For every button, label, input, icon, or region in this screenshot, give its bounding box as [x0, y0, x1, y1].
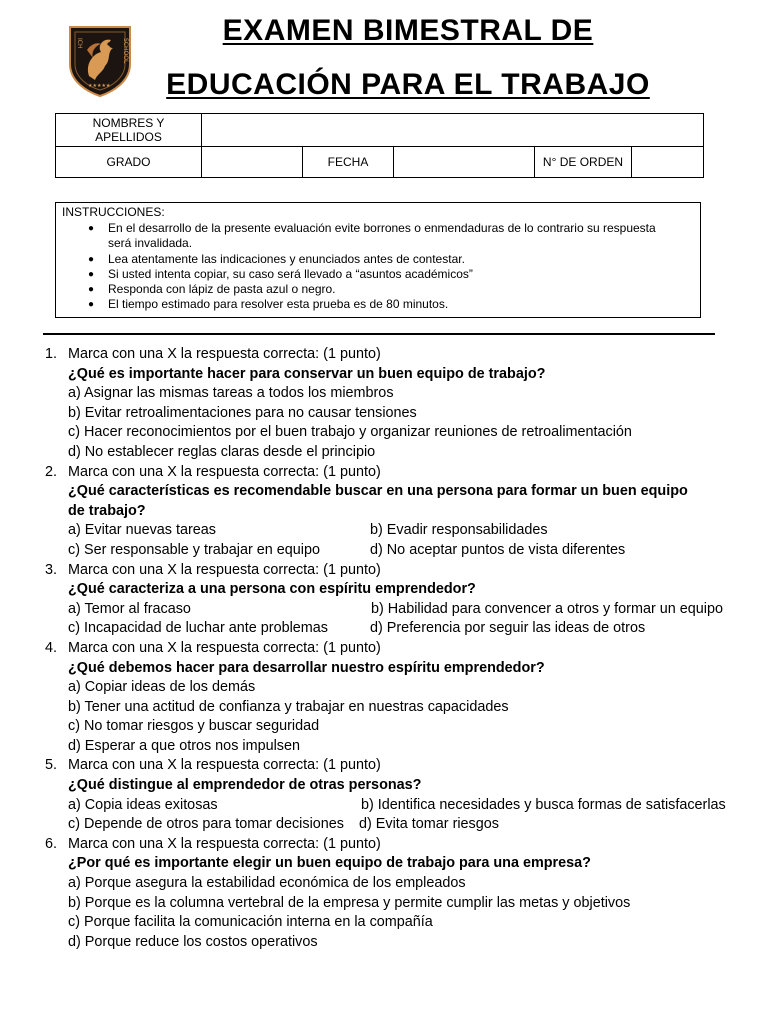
instructions-box [55, 202, 701, 318]
question-number: 5. [45, 757, 58, 774]
svg-text:★★★★★: ★★★★★ [88, 83, 111, 89]
option-d[interactable]: d) Porque reduce los costos operativos [68, 933, 318, 950]
question-4 [45, 639, 745, 757]
question-text: ¿Qué es importante hacer para conservar un buen equipo de trabajo? [68, 365, 546, 382]
question-number: 4. [45, 639, 58, 656]
option-c[interactable]: c) Incapacidad de luchar ante problemas [68, 620, 328, 637]
names-label: NOMBRES Y APELLIDOS [56, 114, 202, 147]
instruction-item: ● Si usted intenta copiar, su caso será llevado a “asuntos académicos” [88, 266, 473, 281]
option-d[interactable]: d) Preferencia por seguir las ideas de otros [370, 620, 646, 637]
question-instruction: Marca con una X la respuesta correcta: (1 punto) [68, 639, 381, 656]
instruction-item: ● Lea atentamente las indicaciones y enunciados antes de contestar. [88, 251, 465, 266]
names-field[interactable] [202, 114, 704, 147]
instruction-item: ● Responda con lápiz de pasta azul o negro. [88, 282, 336, 297]
option-c[interactable]: c) Depende de otros para tomar decisiones [68, 816, 344, 833]
question-text: ¿Qué distingue al emprendedor de otras personas? [68, 777, 422, 794]
order-field[interactable] [632, 147, 704, 178]
question-text: ¿Por qué es importante elegir un buen equipo de trabajo para una empresa? [68, 855, 591, 872]
option-a[interactable]: a) Copia ideas exitosas [68, 796, 218, 813]
option-d[interactable]: d) No aceptar puntos de vista diferentes [370, 541, 626, 558]
option-c[interactable]: c) Porque facilita la comunicación interna en la compañía [68, 914, 433, 931]
order-label: N° DE ORDEN [535, 147, 632, 178]
option-b[interactable]: b) Evadir responsabilidades [370, 522, 548, 539]
grade-field[interactable] [202, 147, 303, 178]
question-text: ¿Qué caracteriza a una persona con espíritu emprendedor? [68, 581, 476, 598]
question-instruction: Marca con una X la respuesta correcta: (1 punto) [68, 561, 381, 578]
option-b[interactable]: b) Habilidad para convencer a otros y formar un equipo [371, 600, 723, 617]
instructions-heading: INSTRUCCIONES: [62, 205, 165, 219]
option-c[interactable]: c) Ser responsable y trabajar en equipo [68, 541, 320, 558]
question-instruction: Marca con una X la respuesta correcta: (1 punto) [68, 757, 381, 774]
logo-school-text: SCHOOL [122, 38, 129, 64]
option-a[interactable]: a) Temor al fracaso [68, 600, 191, 617]
question-instruction: Marca con una X la respuesta correcta: (1 punto) [68, 835, 381, 852]
title-line-1: EXAMEN BIMESTRAL DE [222, 14, 594, 47]
question-6 [45, 835, 745, 953]
question-text: ¿Qué características es recomendable buscar en una persona para formar un buen equipo de trabajo? [68, 483, 688, 519]
date-label: FECHA [303, 147, 394, 178]
option-a[interactable]: a) Copiar ideas de los demás [68, 679, 256, 696]
instruction-item: ● En el desarrollo de la presente evaluación evite borrones o enmendaduras de lo contrario su respuesta será invalidada. [88, 221, 656, 251]
logo-ich-text: ICH [76, 38, 83, 49]
question-number: 1. [45, 346, 58, 362]
option-d[interactable]: d) No establecer reglas claras desde el principio [68, 443, 376, 460]
question-text: ¿Qué debemos hacer para desarrollar nuestro espíritu emprendedor? [68, 659, 545, 676]
option-b[interactable]: b) Identifica necesidades y busca formas de satisfacerlas [361, 796, 726, 813]
divider-line [43, 333, 715, 335]
instruction-item: ● El tiempo estimado para resolver esta prueba es de 80 minutos. [88, 297, 449, 312]
option-a[interactable]: a) Porque asegura la estabilidad económica de los empleados [68, 875, 466, 892]
option-a[interactable]: a) Asignar las mismas tareas a todos los miembros [68, 385, 394, 402]
option-c[interactable]: c) Hacer reconocimientos por el buen trabajo y organizar reuniones de retroalimentación [68, 424, 632, 441]
question-number: 6. [45, 835, 58, 852]
option-d[interactable]: d) Esperar a que otros nos impulsen [68, 737, 300, 754]
instructions-list [62, 221, 700, 313]
option-b[interactable]: b) Porque es la columna vertebral de la empresa y permite cumplir las metas y objetivos [68, 894, 631, 911]
option-b[interactable]: b) Evitar retroalimentaciones para no causar tensiones [68, 404, 417, 421]
option-d[interactable]: d) Evita tomar riesgos [359, 816, 499, 833]
student-info-table [55, 113, 704, 178]
question-instruction: Marca con una X la respuesta correcta: (1 punto) [68, 346, 381, 362]
question-3 [45, 561, 745, 639]
option-b[interactable]: b) Tener una actitud de confianza y trabajar en nuestras capacidades [68, 698, 509, 715]
question-number: 3. [45, 561, 58, 578]
question-1 [45, 345, 745, 463]
questions-section [45, 345, 745, 952]
date-field[interactable] [394, 147, 535, 178]
question-number: 2. [45, 463, 58, 480]
grade-label: GRADO [56, 147, 202, 178]
question-instruction: Marca con una X la respuesta correcta: (1 punto) [68, 463, 381, 480]
title-line-2: EDUCACIÓN PARA EL TRABAJO [166, 68, 650, 101]
question-2 [45, 463, 745, 561]
option-a[interactable]: a) Evitar nuevas tareas [68, 522, 216, 539]
school-logo [67, 24, 133, 98]
option-c[interactable]: c) No tomar riesgos y buscar seguridad [68, 718, 320, 735]
question-5 [45, 756, 745, 834]
